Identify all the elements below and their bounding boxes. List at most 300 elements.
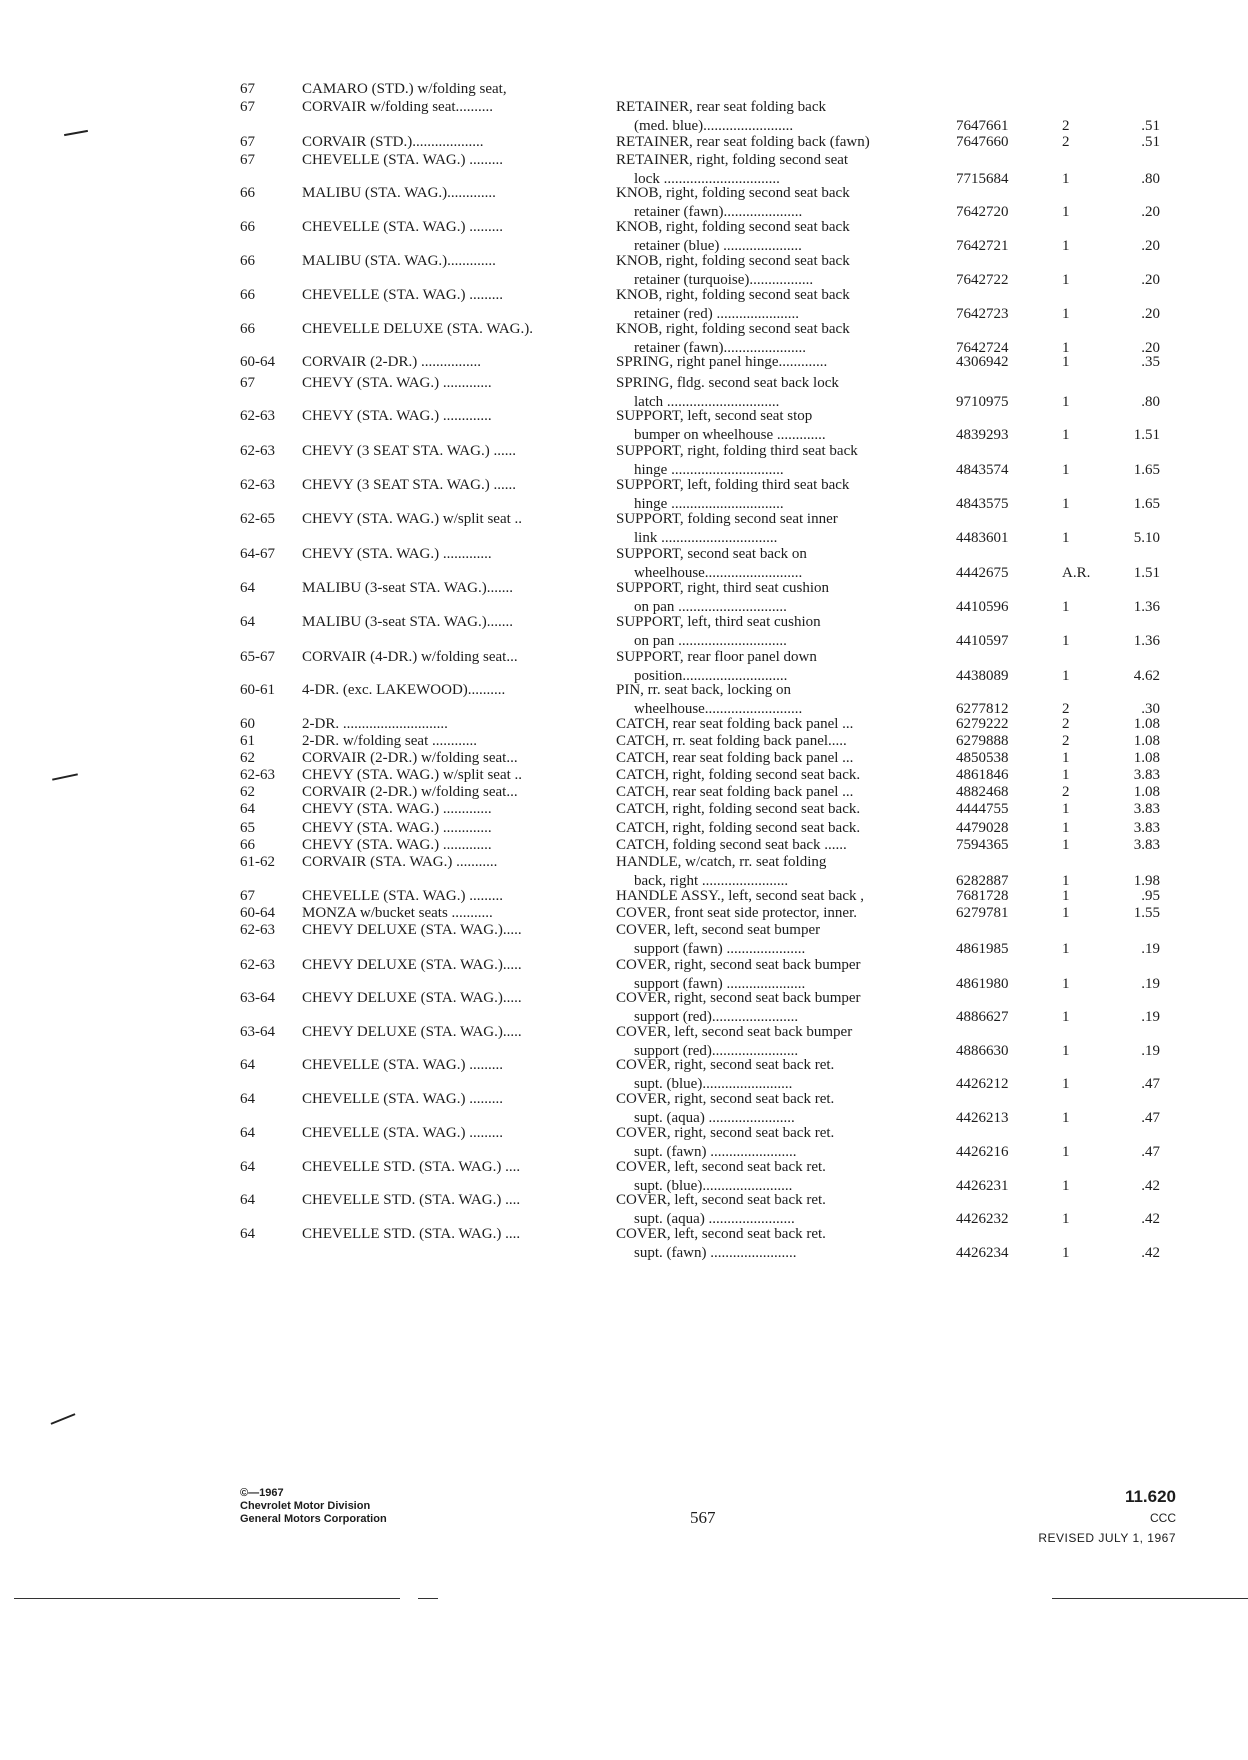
model-years: 67 bbox=[240, 888, 255, 904]
part-number: 6277812 bbox=[956, 701, 1009, 717]
price: 1.08 bbox=[1133, 716, 1160, 732]
part-number: 4479028 bbox=[956, 820, 1009, 836]
part-description: COVER, left, second seat back bumper bbox=[616, 1024, 853, 1040]
part-description: RETAINER, rear seat folding back bbox=[616, 99, 826, 115]
quantity: 2 bbox=[1062, 701, 1070, 717]
entry-line bbox=[240, 80, 1160, 99]
application: CORVAIR (2-DR.) w/folding seat... bbox=[302, 784, 518, 800]
entry-line bbox=[240, 353, 1160, 372]
quantity: 1 bbox=[1062, 462, 1070, 478]
application: CHEVELLE STD. (STA. WAG.) .... bbox=[302, 1159, 521, 1175]
application: CHEVY (STA. WAG.) ............. bbox=[302, 837, 492, 853]
quantity: 1 bbox=[1062, 941, 1070, 957]
part-description-continued: support (red)....................... bbox=[634, 1043, 799, 1059]
quantity: 1 bbox=[1062, 496, 1070, 512]
part-description: SUPPORT, left, second seat stop bbox=[616, 408, 813, 424]
application: CHEVY (STA. WAG.) ............. bbox=[302, 820, 492, 836]
quantity: 1 bbox=[1062, 354, 1070, 370]
entry-line bbox=[240, 184, 1160, 203]
parts-entry bbox=[240, 184, 1160, 222]
entry-line bbox=[240, 320, 1160, 339]
application: CHEVY (STA. WAG.) w/split seat .. bbox=[302, 767, 523, 783]
bottom-rule bbox=[14, 1598, 400, 1599]
application: CHEVY (STA. WAG.) ............. bbox=[302, 375, 492, 391]
model-years: 62-63 bbox=[240, 477, 275, 493]
application: CORVAIR (STD.)................... bbox=[302, 134, 484, 150]
model-years: 64 bbox=[240, 580, 255, 596]
quantity: 1 bbox=[1062, 1043, 1070, 1059]
part-number: 4426213 bbox=[956, 1110, 1009, 1126]
margin-mark bbox=[51, 1413, 76, 1425]
part-description: COVER, left, second seat bumper bbox=[616, 922, 821, 938]
application: 2-DR. w/folding seat ............ bbox=[302, 733, 477, 749]
parts-entry bbox=[240, 252, 1160, 290]
part-number: 4861846 bbox=[956, 767, 1009, 783]
price: .51 bbox=[1141, 134, 1160, 150]
sub-code: CCC bbox=[1150, 1511, 1176, 1525]
model-years: 67 bbox=[240, 81, 255, 97]
part-description-continued: supt. (aqua) ....................... bbox=[634, 1110, 795, 1126]
parts-entry bbox=[240, 98, 1160, 136]
part-description: RETAINER, rear seat folding back (fawn) bbox=[616, 134, 870, 150]
application: MALIBU (3-seat STA. WAG.)....... bbox=[302, 580, 513, 596]
price: 1.08 bbox=[1133, 733, 1160, 749]
price: .80 bbox=[1141, 394, 1160, 410]
quantity: 1 bbox=[1062, 888, 1070, 904]
application: CHEVY DELUXE (STA. WAG.)..... bbox=[302, 1024, 522, 1040]
parts-entry bbox=[240, 989, 1160, 1027]
part-number: 4426212 bbox=[956, 1076, 1009, 1092]
part-number: 4426216 bbox=[956, 1144, 1009, 1160]
parts-entry bbox=[240, 921, 1160, 959]
price: 1.98 bbox=[1133, 873, 1160, 889]
application: CHEVY (STA. WAG.) w/split seat .. bbox=[302, 511, 523, 527]
part-number: 4861980 bbox=[956, 976, 1009, 992]
model-years: 64 bbox=[240, 801, 255, 817]
copyright: ©—1967 bbox=[240, 1487, 284, 1499]
application: MALIBU (STA. WAG.)............. bbox=[302, 185, 496, 201]
part-number: 7594365 bbox=[956, 837, 1009, 853]
parts-entry bbox=[240, 800, 1160, 819]
part-number: 4843575 bbox=[956, 496, 1009, 512]
part-description: SUPPORT, rear floor panel down bbox=[616, 649, 817, 665]
bottom-rule bbox=[1052, 1598, 1248, 1599]
part-description-continued: bumper on wheelhouse ............. bbox=[634, 427, 826, 443]
application: CHEVELLE (STA. WAG.) ......... bbox=[302, 888, 503, 904]
part-description: COVER, left, second seat back ret. bbox=[616, 1159, 826, 1175]
entry-line bbox=[240, 1090, 1160, 1109]
part-description-continued: retainer (turquoise)................. bbox=[634, 272, 814, 288]
quantity: 1 bbox=[1062, 767, 1070, 783]
entry-line bbox=[240, 1124, 1160, 1143]
part-number: 7715684 bbox=[956, 171, 1009, 187]
application: 4-DR. (exc. LAKEWOOD).......... bbox=[302, 682, 506, 698]
part-description: KNOB, right, folding second seat back bbox=[616, 253, 850, 269]
part-description-continued: supt. (aqua) ....................... bbox=[634, 1211, 795, 1227]
part-number: 7642724 bbox=[956, 340, 1009, 356]
part-number: 4444755 bbox=[956, 801, 1009, 817]
part-description-continued: latch .............................. bbox=[634, 394, 780, 410]
part-number: 4886627 bbox=[956, 1009, 1009, 1025]
part-description: RETAINER, right, folding second seat bbox=[616, 152, 849, 168]
part-description: COVER, front seat side protector, inner. bbox=[616, 905, 858, 921]
price: 3.83 bbox=[1133, 801, 1160, 817]
section-code: 11.620 bbox=[1124, 1487, 1176, 1506]
part-description: COVER, left, second seat back ret. bbox=[616, 1226, 826, 1242]
quantity: 1 bbox=[1062, 668, 1070, 684]
model-years: 67 bbox=[240, 99, 255, 115]
model-years: 61-62 bbox=[240, 854, 275, 870]
price: .35 bbox=[1141, 354, 1160, 370]
application: CHEVELLE (STA. WAG.) ......... bbox=[302, 219, 503, 235]
model-years: 60 bbox=[240, 716, 255, 732]
parts-entry bbox=[240, 613, 1160, 651]
part-number: 9710975 bbox=[956, 394, 1009, 410]
part-number: 4886630 bbox=[956, 1043, 1009, 1059]
application: CHEVELLE DELUXE (STA. WAG.). bbox=[302, 321, 533, 337]
model-years: 62-63 bbox=[240, 767, 275, 783]
part-description-continued: wheelhouse.......................... bbox=[634, 701, 803, 717]
parts-entry bbox=[240, 681, 1160, 719]
part-description-continued: support (fawn) ..................... bbox=[634, 941, 806, 957]
quantity: 1 bbox=[1062, 171, 1070, 187]
parts-entry bbox=[240, 1056, 1160, 1094]
application: CHEVY DELUXE (STA. WAG.)..... bbox=[302, 990, 522, 1006]
part-description: KNOB, right, folding second seat back bbox=[616, 287, 850, 303]
parts-entry bbox=[240, 579, 1160, 617]
application: CHEVELLE (STA. WAG.) ......... bbox=[302, 1057, 503, 1073]
entry-line bbox=[240, 98, 1160, 117]
model-years: 64 bbox=[240, 1125, 255, 1141]
part-description-continued: hinge .............................. bbox=[634, 496, 784, 512]
entry-line bbox=[240, 442, 1160, 461]
quantity: 1 bbox=[1062, 976, 1070, 992]
part-number: 4850538 bbox=[956, 750, 1009, 766]
entry-line bbox=[240, 545, 1160, 564]
model-years: 64 bbox=[240, 1159, 255, 1175]
part-description: CATCH, rear seat folding back panel ... bbox=[616, 716, 854, 732]
part-number: 4442675 bbox=[956, 565, 1009, 581]
part-description: HANDLE, w/catch, rr. seat folding bbox=[616, 854, 827, 870]
parts-entry bbox=[240, 476, 1160, 514]
part-number: 4306942 bbox=[956, 354, 1009, 370]
entry-line bbox=[240, 613, 1160, 632]
price: 1.36 bbox=[1133, 633, 1160, 649]
quantity: 1 bbox=[1062, 1245, 1070, 1261]
model-years: 62-63 bbox=[240, 408, 275, 424]
model-years: 64 bbox=[240, 1226, 255, 1242]
application: CHEVY (3 SEAT STA. WAG.) ...... bbox=[302, 443, 516, 459]
model-years: 63-64 bbox=[240, 1024, 275, 1040]
quantity: 1 bbox=[1062, 1110, 1070, 1126]
quantity: 1 bbox=[1062, 1178, 1070, 1194]
part-description-continued: wheelhouse.......................... bbox=[634, 565, 803, 581]
application: CHEVY (STA. WAG.) ............. bbox=[302, 408, 492, 424]
bottom-rule bbox=[418, 1598, 438, 1599]
quantity: 1 bbox=[1062, 340, 1070, 356]
quantity: 1 bbox=[1062, 820, 1070, 836]
price: 1.08 bbox=[1133, 784, 1160, 800]
parts-entry bbox=[240, 1191, 1160, 1229]
part-description-continued: support (red)....................... bbox=[634, 1009, 799, 1025]
quantity: 1 bbox=[1062, 1144, 1070, 1160]
price: 4.62 bbox=[1133, 668, 1160, 684]
parts-entry bbox=[240, 218, 1160, 256]
model-years: 64 bbox=[240, 1192, 255, 1208]
price: 3.83 bbox=[1133, 820, 1160, 836]
parts-entry bbox=[240, 853, 1160, 891]
part-description-continued: supt. (blue)........................ bbox=[634, 1178, 793, 1194]
parts-entry bbox=[240, 510, 1160, 548]
part-description: COVER, right, second seat back ret. bbox=[616, 1091, 835, 1107]
part-number: 4438089 bbox=[956, 668, 1009, 684]
model-years: 65-67 bbox=[240, 649, 275, 665]
part-description: CATCH, right, folding second seat back. bbox=[616, 801, 861, 817]
quantity: 1 bbox=[1062, 750, 1070, 766]
model-years: 66 bbox=[240, 253, 255, 269]
price: .42 bbox=[1141, 1211, 1160, 1227]
entry-line bbox=[240, 1056, 1160, 1075]
part-description-continued: hinge .............................. bbox=[634, 462, 784, 478]
entry-line bbox=[240, 800, 1160, 819]
part-description: CATCH, right, folding second seat back. bbox=[616, 767, 861, 783]
quantity: 1 bbox=[1062, 204, 1070, 220]
quantity: 2 bbox=[1062, 733, 1070, 749]
quantity: 2 bbox=[1062, 118, 1070, 134]
price: .47 bbox=[1141, 1110, 1160, 1126]
application: CHEVY (STA. WAG.) ............. bbox=[302, 546, 492, 562]
price: 1.36 bbox=[1133, 599, 1160, 615]
application: CHEVY DELUXE (STA. WAG.)..... bbox=[302, 922, 522, 938]
price: .20 bbox=[1141, 272, 1160, 288]
part-description: COVER, right, second seat back bumper bbox=[616, 957, 861, 973]
model-years: 62-63 bbox=[240, 957, 275, 973]
price: .20 bbox=[1141, 238, 1160, 254]
quantity: 1 bbox=[1062, 530, 1070, 546]
part-description: KNOB, right, folding second seat back bbox=[616, 219, 850, 235]
application: CORVAIR (STA. WAG.) ........... bbox=[302, 854, 498, 870]
price: 3.83 bbox=[1133, 837, 1160, 853]
part-number: 4410597 bbox=[956, 633, 1009, 649]
model-years: 66 bbox=[240, 219, 255, 235]
entry-line bbox=[240, 648, 1160, 667]
price: .47 bbox=[1141, 1076, 1160, 1092]
part-number: 7647660 bbox=[956, 134, 1009, 150]
quantity: 1 bbox=[1062, 633, 1070, 649]
part-number: 4843574 bbox=[956, 462, 1009, 478]
division: Chevrolet Motor Division bbox=[240, 1500, 371, 1512]
parts-entry bbox=[240, 286, 1160, 324]
quantity: 2 bbox=[1062, 716, 1070, 732]
model-years: 64 bbox=[240, 1057, 255, 1073]
quantity: 1 bbox=[1062, 1009, 1070, 1025]
price: .42 bbox=[1141, 1178, 1160, 1194]
entry-line bbox=[240, 510, 1160, 529]
model-years: 62-63 bbox=[240, 443, 275, 459]
price: .20 bbox=[1141, 340, 1160, 356]
quantity: 1 bbox=[1062, 905, 1070, 921]
part-number: 6282887 bbox=[956, 873, 1009, 889]
corporation: General Motors Corporation bbox=[240, 1513, 387, 1525]
part-description-continued: retainer (blue) ..................... bbox=[634, 238, 802, 254]
part-description: COVER, right, second seat back ret. bbox=[616, 1057, 835, 1073]
page-number: 567 bbox=[690, 1508, 716, 1527]
model-years: 62-65 bbox=[240, 511, 275, 527]
section-block bbox=[1038, 1487, 1176, 1545]
quantity: 1 bbox=[1062, 837, 1070, 853]
price: 3.83 bbox=[1133, 767, 1160, 783]
application: CORVAIR (2-DR.) ................ bbox=[302, 354, 481, 370]
part-number: 7642722 bbox=[956, 272, 1009, 288]
part-description: SUPPORT, left, folding third seat back bbox=[616, 477, 850, 493]
part-description-continued: supt. (fawn) ....................... bbox=[634, 1144, 797, 1160]
entry-line bbox=[240, 681, 1160, 700]
part-description-continued: support (fawn) ..................... bbox=[634, 976, 806, 992]
part-description-continued: on pan ............................. bbox=[634, 633, 787, 649]
part-number: 4839293 bbox=[956, 427, 1009, 443]
part-description-continued: position............................ bbox=[634, 668, 788, 684]
part-number: 4483601 bbox=[956, 530, 1009, 546]
application: CHEVELLE (STA. WAG.) ......... bbox=[302, 152, 503, 168]
part-number: 6279781 bbox=[956, 905, 1009, 921]
entry-line bbox=[240, 921, 1160, 940]
model-years: 64-67 bbox=[240, 546, 275, 562]
application: CHEVY DELUXE (STA. WAG.)..... bbox=[302, 957, 522, 973]
part-description: COVER, right, second seat back ret. bbox=[616, 1125, 835, 1141]
part-description: SUPPORT, folding second seat inner bbox=[616, 511, 838, 527]
quantity: 1 bbox=[1062, 599, 1070, 615]
price: .19 bbox=[1141, 941, 1160, 957]
application: CHEVELLE STD. (STA. WAG.) .... bbox=[302, 1226, 521, 1242]
quantity: 2 bbox=[1062, 134, 1070, 150]
model-years: 67 bbox=[240, 134, 255, 150]
price: .20 bbox=[1141, 306, 1160, 322]
entry-line bbox=[240, 476, 1160, 495]
price: .20 bbox=[1141, 204, 1160, 220]
price: 1.08 bbox=[1133, 750, 1160, 766]
part-description-continued: lock ............................... bbox=[634, 171, 780, 187]
price: .19 bbox=[1141, 1043, 1160, 1059]
price: .95 bbox=[1141, 888, 1160, 904]
price: .42 bbox=[1141, 1245, 1160, 1261]
part-description-continued: retainer (fawn)...................... bbox=[634, 340, 807, 356]
part-number: 7642721 bbox=[956, 238, 1009, 254]
entry-line bbox=[240, 1158, 1160, 1177]
model-years: 66 bbox=[240, 321, 255, 337]
model-years: 62 bbox=[240, 750, 255, 766]
application: CHEVELLE STD. (STA. WAG.) .... bbox=[302, 1192, 521, 1208]
price: 1.65 bbox=[1133, 462, 1160, 478]
part-number: 6279888 bbox=[956, 733, 1009, 749]
model-years: 62 bbox=[240, 784, 255, 800]
price: 1.65 bbox=[1133, 496, 1160, 512]
part-description-continued: on pan ............................. bbox=[634, 599, 787, 615]
entry-line bbox=[240, 133, 1160, 152]
publisher-block bbox=[240, 1487, 387, 1526]
quantity: 2 bbox=[1062, 784, 1070, 800]
price: 1.55 bbox=[1133, 905, 1160, 921]
model-years: 66 bbox=[240, 287, 255, 303]
entry-line bbox=[240, 579, 1160, 598]
model-years: 60-64 bbox=[240, 905, 275, 921]
entry-line bbox=[240, 286, 1160, 305]
price: .19 bbox=[1141, 976, 1160, 992]
part-number: 7681728 bbox=[956, 888, 1009, 904]
application: CHEVELLE (STA. WAG.) ......... bbox=[302, 287, 503, 303]
entry-line bbox=[240, 956, 1160, 975]
parts-entry bbox=[240, 442, 1160, 480]
parts-entry bbox=[240, 1090, 1160, 1128]
application: 2-DR. ............................ bbox=[302, 716, 448, 732]
part-description: COVER, left, second seat back ret. bbox=[616, 1192, 826, 1208]
part-description: PIN, rr. seat back, locking on bbox=[616, 682, 791, 698]
part-description-continued: supt. (fawn) ....................... bbox=[634, 1245, 797, 1261]
price: .47 bbox=[1141, 1144, 1160, 1160]
application: CORVAIR w/folding seat.......... bbox=[302, 99, 494, 115]
application: CHEVELLE (STA. WAG.) ......... bbox=[302, 1091, 503, 1107]
model-years: 60-64 bbox=[240, 354, 275, 370]
quantity: 1 bbox=[1062, 1076, 1070, 1092]
model-years: 63-64 bbox=[240, 990, 275, 1006]
model-years: 64 bbox=[240, 1091, 255, 1107]
model-years: 66 bbox=[240, 837, 255, 853]
application: MONZA w/bucket seats ........... bbox=[302, 905, 493, 921]
model-years: 61 bbox=[240, 733, 255, 749]
part-description: CATCH, rr. seat folding back panel..... bbox=[616, 733, 847, 749]
application: CHEVELLE (STA. WAG.) ......... bbox=[302, 1125, 503, 1141]
quantity: 1 bbox=[1062, 873, 1070, 889]
application: CORVAIR (4-DR.) w/folding seat... bbox=[302, 649, 518, 665]
part-description: SUPPORT, second seat back on bbox=[616, 546, 807, 562]
entry-line bbox=[240, 853, 1160, 872]
parts-entry bbox=[240, 1124, 1160, 1162]
price: 1.51 bbox=[1133, 427, 1160, 443]
parts-entry bbox=[240, 545, 1160, 583]
price: 1.51 bbox=[1133, 565, 1160, 581]
application: CORVAIR (2-DR.) w/folding seat... bbox=[302, 750, 518, 766]
margin-mark bbox=[52, 773, 78, 780]
part-number: 6279222 bbox=[956, 716, 1009, 732]
parts-entry bbox=[240, 1225, 1160, 1263]
part-description: CATCH, rear seat folding back panel ... bbox=[616, 784, 854, 800]
price: 5.10 bbox=[1133, 530, 1160, 546]
part-description: SUPPORT, right, folding third seat back bbox=[616, 443, 858, 459]
part-description: SPRING, fldg. second seat back lock bbox=[616, 375, 839, 391]
parts-entry bbox=[240, 407, 1160, 445]
part-description: CATCH, folding second seat back ...... bbox=[616, 837, 847, 853]
quantity: A.R. bbox=[1062, 565, 1091, 581]
model-years: 65 bbox=[240, 820, 255, 836]
parts-entry bbox=[240, 353, 1160, 372]
model-years: 67 bbox=[240, 375, 255, 391]
price: .51 bbox=[1141, 118, 1160, 134]
entry-line bbox=[240, 151, 1160, 170]
part-description: CATCH, rear seat folding back panel ... bbox=[616, 750, 854, 766]
application: CHEVY (3 SEAT STA. WAG.) ...... bbox=[302, 477, 516, 493]
entry-line bbox=[240, 252, 1160, 271]
entry-line bbox=[240, 1191, 1160, 1210]
part-description-continued: (med. blue)........................ bbox=[634, 118, 794, 134]
part-number: 4426234 bbox=[956, 1245, 1009, 1261]
quantity: 1 bbox=[1062, 801, 1070, 817]
part-number: 7642720 bbox=[956, 204, 1009, 220]
model-years: 67 bbox=[240, 152, 255, 168]
part-number: 4410596 bbox=[956, 599, 1009, 615]
entry-line-continued bbox=[240, 1244, 1160, 1263]
part-number: 7647661 bbox=[956, 118, 1009, 134]
margin-mark bbox=[64, 130, 88, 136]
entry-line bbox=[240, 1023, 1160, 1042]
